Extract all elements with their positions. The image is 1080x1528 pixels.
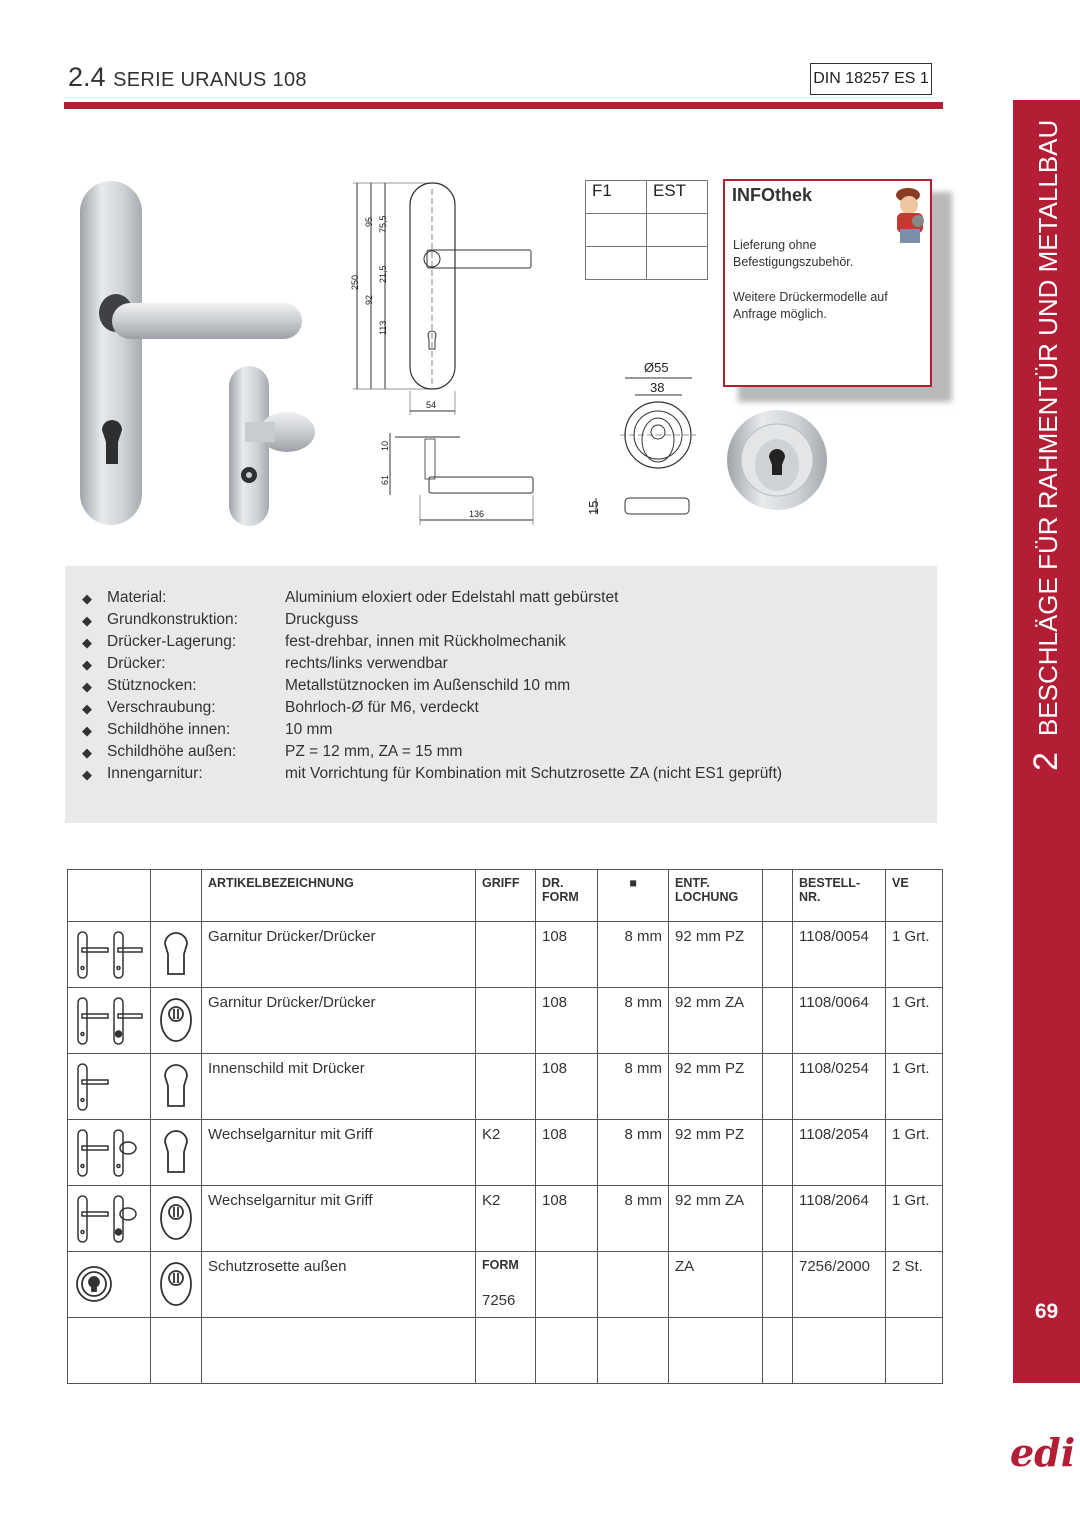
empty-cell	[202, 1318, 476, 1384]
empty-cell	[536, 1318, 598, 1384]
dim-55: Ø55	[644, 360, 669, 375]
dim-54: 54	[426, 400, 437, 410]
norm-badge: DIN 18257 ES 1	[810, 63, 932, 95]
table-row	[68, 1186, 943, 1252]
dim-136: 136	[469, 509, 485, 519]
square: 8 mm	[598, 1054, 669, 1120]
empty-cell	[763, 988, 793, 1054]
order-number: 1108/0254	[793, 1054, 886, 1120]
technical-drawing-rosette	[580, 355, 710, 535]
ve: 2 St.	[886, 1252, 943, 1318]
infothek-text-2: Weitere Drückermodelle auf Anfrage möglich.	[733, 290, 888, 321]
header-ve: VE	[886, 870, 943, 922]
infothek-text-1: Lieferung ohne Befestigungszubehör.	[733, 238, 854, 269]
header-entf: ENTF. LOCHUNG	[669, 870, 763, 922]
griff: K2	[476, 1186, 536, 1252]
ve: 1 Grt.	[886, 1186, 943, 1252]
dim-15: 15	[586, 500, 601, 515]
brand-logo: edi	[1010, 1430, 1076, 1475]
entf-lochung: 92 mm PZ	[669, 1054, 763, 1120]
table-row	[68, 1054, 943, 1120]
table-header	[68, 870, 943, 922]
inner-plate-icon	[68, 1054, 151, 1120]
finish-cell	[586, 247, 647, 280]
security-rosette-icon	[68, 1252, 151, 1318]
product-photo-knob-plate	[225, 362, 325, 532]
ve: 1 Grt.	[886, 922, 943, 988]
entf-lochung: 92 mm ZA	[669, 988, 763, 1054]
article-name: Garnitur Drücker/Drücker	[202, 988, 476, 1054]
square: 8 mm	[598, 988, 669, 1054]
dr-form: 108	[536, 1054, 598, 1120]
square	[598, 1252, 669, 1318]
header-dr-form: DR. FORM	[536, 870, 598, 922]
empty-cell	[793, 1318, 886, 1384]
ve: 1 Grt.	[886, 988, 943, 1054]
cylinder-pz-icon	[151, 1054, 202, 1120]
order-number: 7256/2000	[793, 1252, 886, 1318]
empty-cell	[476, 1318, 536, 1384]
dr-form	[536, 1252, 598, 1318]
dim-95: 95	[364, 216, 374, 227]
specifications-panel: ◆ Material: Aluminium eloxiert oder Edelstahl matt gebürstet ◆ Grundkonstruktion: Druckguss ◆ Drücker-Lagerung: fest-drehbar, innen mit Rückholmechanik ◆ Drücker: rechts/links verwendbar ◆ Stütznocken: Metallstütznocken im Außenschild 10 mm ◆ Verschraubung: Bohrloch-Ø für M6, verdeckt ◆ Schildhöhe innen: 10 mm ◆ Schildhöhe außen: PZ = 12 mm, ZA = 15 mm ◆ Innengarnitur: mit Vorrichtung für Kombination mit Schutzrosette ZA (nicht ES1 geprüft)	[65, 566, 937, 823]
table-row-empty	[68, 1318, 943, 1384]
form-label: FORM	[482, 1258, 519, 1272]
table-row	[68, 922, 943, 988]
bullet-icon: ◆	[82, 745, 92, 760]
empty-cell	[598, 1318, 669, 1384]
section-number: 2.4	[68, 62, 106, 92]
header-cylinder-col	[151, 870, 202, 922]
page-title	[68, 62, 307, 93]
bullet-icon: ◆	[82, 767, 92, 782]
article-name: Garnitur Drücker/Drücker	[202, 922, 476, 988]
dr-form: 108	[536, 922, 598, 988]
griff: K2	[476, 1120, 536, 1186]
handle-knob-pz-icon	[68, 1120, 151, 1186]
table-row	[68, 988, 943, 1054]
bullet-icon: ◆	[82, 701, 92, 716]
section-title: SERIE URANUS 108	[113, 69, 307, 91]
article-name: Wechselgarnitur mit Griff	[202, 1186, 476, 1252]
dr-form: 108	[536, 988, 598, 1054]
griff	[476, 1054, 536, 1120]
article-name: Schutzrosette außen	[202, 1252, 476, 1318]
order-number: 1108/2064	[793, 1186, 886, 1252]
square: 8 mm	[598, 922, 669, 988]
griff	[476, 922, 536, 988]
header-empty	[763, 870, 793, 922]
header-griff: GRIFF	[476, 870, 536, 922]
product-photo-rosette	[722, 405, 832, 515]
cylinder-pz-icon	[151, 1120, 202, 1186]
header-order-nr: BESTELL- NR.	[793, 870, 886, 922]
page-number: 69	[1034, 1300, 1059, 1323]
entf-lochung: 92 mm ZA	[669, 1186, 763, 1252]
ve: 1 Grt.	[886, 1054, 943, 1120]
dim-38: 38	[650, 380, 665, 395]
griff	[476, 988, 536, 1054]
form-value: 7256	[482, 1292, 516, 1309]
square: 8 mm	[598, 1186, 669, 1252]
bullet-icon: ◆	[82, 657, 92, 672]
bullet-icon: ◆	[82, 613, 92, 628]
header-icon-col	[68, 870, 151, 922]
empty-cell	[68, 1318, 151, 1384]
empty-cell	[763, 1318, 793, 1384]
ve: 1 Grt.	[886, 1120, 943, 1186]
bullet-icon: ◆	[82, 591, 92, 606]
header-rule	[64, 102, 943, 109]
bullet-icon: ◆	[82, 635, 92, 650]
griff	[476, 1252, 536, 1318]
entf-lochung: 92 mm PZ	[669, 1120, 763, 1186]
dim-10: 10	[380, 440, 390, 451]
table-row	[68, 1120, 943, 1186]
finish-f1: F1	[586, 181, 647, 214]
empty-cell	[763, 1252, 793, 1318]
handle-pair-za-icon	[68, 988, 151, 1054]
dim-250: 250	[350, 274, 360, 290]
dim-75-5: 75,5	[378, 215, 388, 233]
order-number: 1108/2054	[793, 1120, 886, 1186]
dim-113: 113	[378, 320, 388, 335]
entf-lochung: ZA	[669, 1252, 763, 1318]
empty-cell	[669, 1318, 763, 1384]
entf-lochung: 92 mm PZ	[669, 922, 763, 988]
finish-cell	[647, 247, 708, 280]
empty-cell	[151, 1318, 202, 1384]
cylinder-pz-icon	[151, 922, 202, 988]
order-number: 1108/0054	[793, 922, 886, 988]
empty-cell	[763, 1120, 793, 1186]
finish-cell	[586, 214, 647, 247]
dim-92: 92	[364, 294, 374, 305]
dr-form: 108	[536, 1120, 598, 1186]
cylinder-za-icon	[151, 988, 202, 1054]
chapter-heading	[1013, 100, 1080, 1383]
dim-61: 61	[380, 474, 390, 485]
technical-drawing-handle	[335, 175, 550, 535]
square: 8 mm	[598, 1120, 669, 1186]
infothek-box	[723, 179, 932, 387]
cylinder-za-icon	[151, 1252, 202, 1318]
chapter-sidebar	[1013, 100, 1080, 1383]
chapter-title: BESCHLÄGE FÜR RAHMENTÜR UND METALLBAU	[1033, 119, 1063, 737]
dim-21-5: 21,5	[378, 265, 388, 283]
empty-cell	[763, 922, 793, 988]
finish-grid	[585, 180, 708, 280]
bullet-icon: ◆	[82, 679, 92, 694]
empty-cell	[886, 1318, 943, 1384]
product-table	[67, 869, 943, 1384]
bullet-icon: ◆	[82, 723, 92, 738]
infothek-title: INFOthek	[732, 185, 813, 205]
article-name: Innenschild mit Drücker	[202, 1054, 476, 1120]
empty-cell	[763, 1054, 793, 1120]
handle-knob-za-icon	[68, 1186, 151, 1252]
dr-form: 108	[536, 1186, 598, 1252]
cylinder-za-icon	[151, 1186, 202, 1252]
finish-est: EST	[647, 181, 708, 214]
empty-cell	[763, 1186, 793, 1252]
finish-cell	[647, 214, 708, 247]
table-row	[68, 1252, 943, 1318]
handle-pair-pz-icon	[68, 922, 151, 988]
order-number: 1108/0064	[793, 988, 886, 1054]
header-square: ■	[598, 870, 669, 922]
chapter-number: 2	[1027, 752, 1065, 771]
article-name: Wechselgarnitur mit Griff	[202, 1120, 476, 1186]
header-article: ARTIKELBEZEICHNUNG	[202, 870, 476, 922]
